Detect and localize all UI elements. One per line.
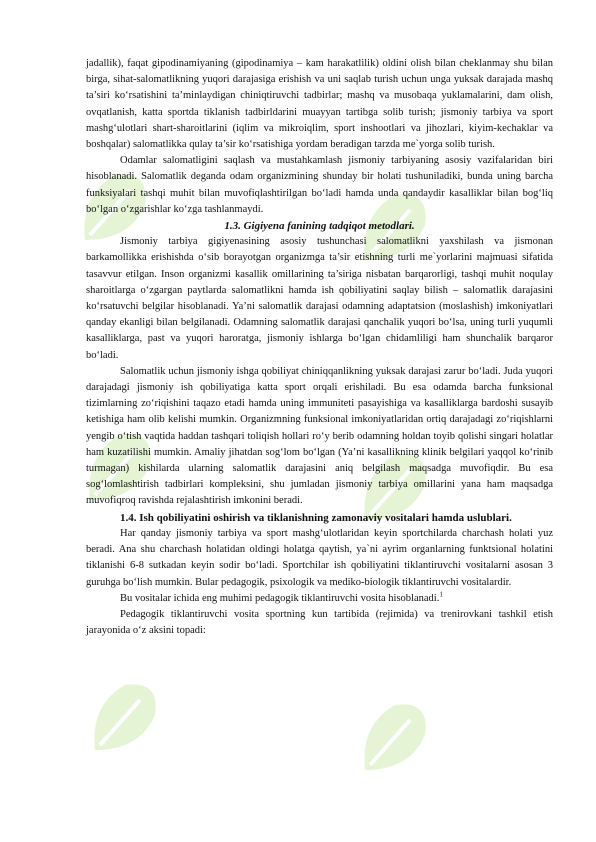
leaf-watermark-icon — [350, 690, 440, 780]
paragraph-text: Bu vositalar ichida eng muhimi pedagogik tiklantiruvchi vosita hisoblanadi. — [120, 592, 440, 604]
section-heading: 1.4. Ish qobiliyatini oshirish va tiklanishning zamonaviy vositalari hamda uslublari. — [120, 511, 512, 524]
paragraph: Pedagogik tiklantiruvchi vosita sportning kun tartibida (rejimida) va trenirovkani tashkil etish jarayonida o‘z aksini topadi: — [86, 608, 553, 637]
document-body — [86, 56, 553, 639]
section-heading: 1.3. Gigiyena fanining tadqiqot metodlari. — [224, 220, 415, 233]
paragraph: Odamlar salomatligini saqlash va mustahkamlash jismoniy tarbiyaning asosiy vazifalaridan biri hisoblanadi. Salomatlik deganda odam organizmining shunday bir holati tushuniladiki, bunda uning barcha funksiyalari tashqi muhit bilan muvofiqlashtirilgan bo‘ladi hamda unda qandaydir kasalliklar bilan bog‘liq bo‘lgan o‘zgarishlar ko‘zga tashlanmaydi. — [86, 155, 553, 215]
paragraph: Salomatlik uchun jismoniy ishga qobiliyat chiniqqanlikning yuksak darajasi zarur bo‘ladi. Juda yuqori darajadagi jismoniy ish qobiliyatiga katta sport orqali erishiladi. Bu esa odamda barcha funksional tizimlarning zo‘riqishini taqazo etadi hamda uning immuniteti pasayishiga va kasalliklarga bardoshi susayib ketishiga ham olib kelishi mumkin. Organizmning funksional imkoniyatlaridan ortiq darajadagi zo‘riqishlarni yengib o‘tish vaqtida haddan tashqari toliqish hollari ro‘y berib odamning holdan toyib qolishi singari holatlar ham kuzatilishi mumkin. Amaliy jihatdan sog‘lom bo‘lgan (Ya’ni kasallikning klinik belgilari yaqqol ko‘rinib turmagan) kishilarda ularning salomatlik darajasini aniq belgilash maqsadga muvofiqdir. Bu esa sog‘lomlashtirish tadbirlari kompleksini, shu jumladan jismoniy tarbiya omillarini yana ham maqsadga muvofiqroq ravishda rejalashtirish imkonini beradi. — [86, 365, 553, 507]
paragraph: Jismoniy tarbiya gigiyenasining asosiy tushunchasi salomatlikni yaxshilash va jismonan barkamollikka erishishda o‘sib borayotgan organizmga ta’sir etishning turli me`yorlarini majmuasi sifatida tasavvur etilgan. Inson organizmi kasallik omillarining ta’siriga nisbatan barqarorligi, tashqi muhit noqulay sharoitlarga o‘zgargan paytlarda salomatlikni hamda ish qobiliyatini saqlay bilish – salomatlik darajasini ko‘rsatuvchi belgilar hisoblanadi. Ya’ni salomatlik darajasi odamning adaptatsion (moslashish) imkoniyatlari qanday ekanligi bilan belgilanadi. Odamning salomatlik darajasi qanchalik yuqori bo‘lsa, uning turli yuqumli kasalliklarga, past va yuqori haroratga, jismoniy ishlarga bo‘lgan chidamliligi ham shunchalik barqaror bo‘ladi. — [86, 236, 553, 361]
paragraph — [86, 591, 553, 607]
leaf-watermark-icon — [80, 670, 170, 760]
paragraph: Har qanday jismoniy tarbiya va sport mashg‘ulotlaridan keyin sportchilarda charchash holati yuz beradi. Ana shu charchash holatidan oldingi holatga qaytish, ya`ni ayrim organlarning funktsional holatini tiklanishi 6-8 sutkadan keyin sodir bo‘ladi. Sportchilar ish qobiliyatini tiklantiruvchi vositalarni asosan 3 guruhga bo‘lish mumkin. Bular pedagogik, psixologik va mediko-biologik tiklantiruvchi vositalardir. — [86, 527, 553, 588]
paragraph: jadallik), faqat gipodinamiyaning (gipodinamiya – kam harakatlilik) oldini olish bilan cheklanmay shu bilan birga, sihat-salomatlikning yuqori darajasiga erishish va uni saqlab turish uchun unga yuksak darajada mashq ta’siri ko‘rsatishini ta’minlaydigan chiniqtiruvchi tadbirlar; mashq va musobaqa yuklamalarini, dam olish, ovqatlanish, katta sportda tiklanish tadbirldarini muayyan tartibga solib turish; jismoniy tarbiya va sport mashg‘ulotlari shart-sharoitlarini (iqlim va mikroiqlim, sport inshootlari va jihozlari, kiyim-kechaklar va boshqalar) salomatlikka qulay ta’sir ko‘rsatishiga yordam beradigan tarzda me`yorga solib turish. — [86, 58, 553, 151]
footnote-marker[interactable]: 1 — [439, 590, 443, 599]
